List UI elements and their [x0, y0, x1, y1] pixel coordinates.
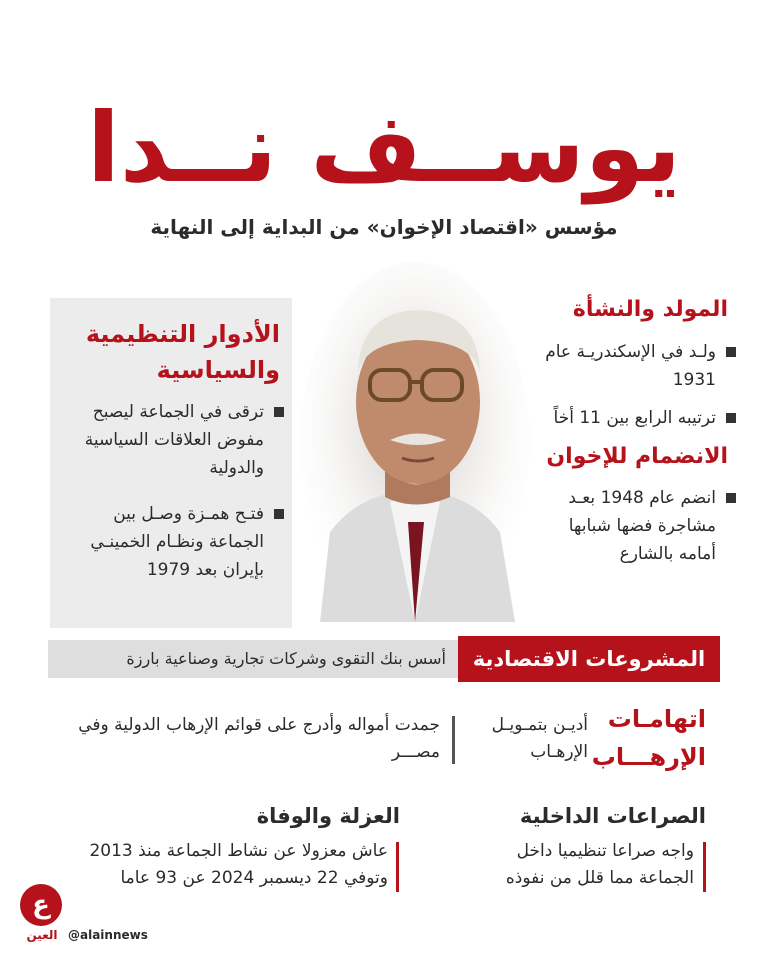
economic-text-bar: أسس بنك التقوى وشركات تجارية وصناعية بارزة: [48, 640, 460, 678]
square-bullet-icon: [726, 347, 736, 357]
divider: [452, 716, 455, 764]
internal-text: واجه صراعا تنظيميا داخل الجماعة مما قلل من نفوذه: [505, 841, 694, 888]
birth-heading: المولد والنشأة: [572, 297, 728, 322]
list-item: فتـح همـزة وصـل بين الجماعة ونظـام الخمينـي بإيران بعد 1979: [58, 500, 284, 584]
terror-heading: اتهامـات الإرهـــاب: [591, 705, 706, 771]
list-item: انضم عام 1948 بعـد مشاجرة فضها شبابها أمامه بالشارع: [536, 484, 736, 568]
accent-line: [703, 842, 706, 892]
page-title: يوســف نــدا: [86, 92, 682, 204]
list-item: ترتيبه الرابع بين 11 أخاً: [536, 404, 736, 432]
square-bullet-icon: [274, 407, 284, 417]
internal-heading: الصراعات الداخلية: [519, 804, 706, 828]
joining-heading: الانضمام للإخوان: [546, 444, 728, 469]
list-item: ترقى في الجماعة ليصبح مفوض العلاقات السياسية والدولية: [58, 398, 284, 482]
page-subtitle: مؤسس «اقتصاد الإخوان» من البداية إلى النهاية: [150, 215, 618, 239]
square-bullet-icon: [274, 509, 284, 519]
economic-heading-bar: المشروعات الاقتصادية: [458, 636, 720, 682]
terror-col2: جمدت أمواله وأدرج على قوائم الإرهاب الدولية وفي مصـــر: [78, 715, 440, 762]
terror-col1: أديـن بتمـويـل الإرهـاب: [491, 715, 588, 762]
brand-name: العين: [26, 928, 58, 942]
roles-heading: الأدوار التنظيمية والسياسية: [85, 320, 280, 384]
birth-list: [536, 338, 736, 442]
isolation-heading: العزلة والوفاة: [256, 804, 400, 828]
roles-list: [58, 398, 284, 594]
portrait-photo: [300, 262, 530, 622]
joining-list: [536, 484, 736, 578]
list-item: ولـد في الإسكندريـة عام 1931: [536, 338, 736, 394]
brand-handle: @alainnews: [68, 928, 148, 942]
isolation-text: عاش معزولا عن نشاط الجماعة منذ 2013 وتوفي 22 ديسمبر 2024 عن 93 عاما: [89, 841, 388, 888]
square-bullet-icon: [726, 493, 736, 503]
brand-logo: ع: [20, 884, 62, 926]
accent-line: [396, 842, 399, 892]
square-bullet-icon: [726, 413, 736, 423]
